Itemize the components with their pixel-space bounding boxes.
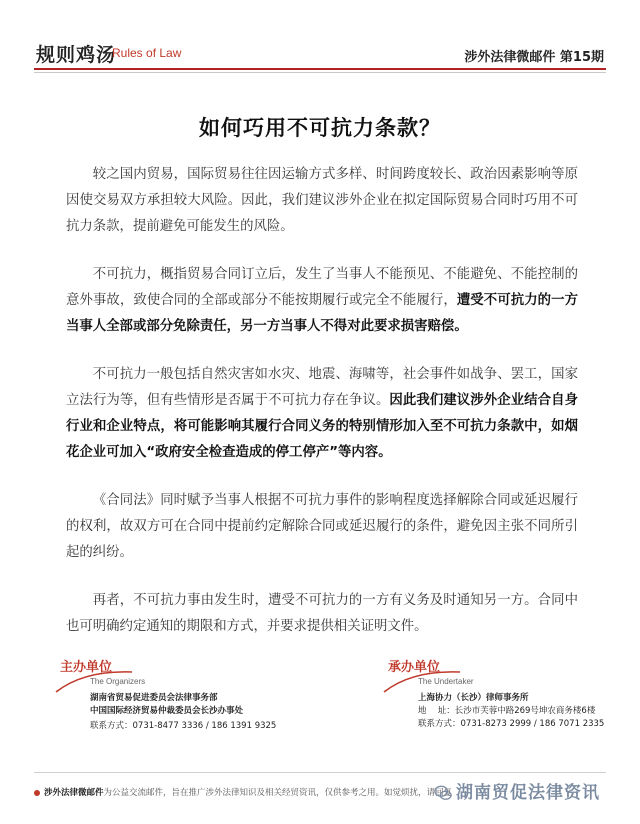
brand-subtitle: Rules of Law xyxy=(112,46,182,60)
undertaker-label: 承办单位 xyxy=(388,660,441,675)
paragraph-emphasis: 遭受不可抗力的一方当事人全部或部分免除责任，另一方当事人不得对此要求损害赔偿。 xyxy=(66,293,579,334)
issue-label: 涉外法律微邮件 第15期 xyxy=(464,50,604,65)
footer-text: 为公益交流邮件，旨在推广涉外法律知识及相关经贸资讯，仅供参考之用。如觉烦扰，请回复 xyxy=(103,788,453,798)
organizer-contact: 联系方式：0731-8477 3336 / 186 1391 9325 xyxy=(90,721,277,731)
footer-divider xyxy=(34,772,606,773)
organizer-name: 中国国际经济贸易仲裁委员会长沙办事处 xyxy=(90,706,244,716)
paragraph xyxy=(66,262,578,340)
paragraph: 再者，不可抗力事由发生时，遭受不可抗力的一方有义务及时通知另一方。合同中也可明确约定通知的期限和方式，并要求提供相关证明文件。 xyxy=(66,593,578,634)
header-divider xyxy=(34,68,606,70)
undertaker-address: 地 址：长沙市芙蓉中路269号坤农商务楼6楼 xyxy=(418,706,596,716)
bullet-icon xyxy=(34,790,40,796)
organizers-block xyxy=(60,656,276,733)
header-divider-thin xyxy=(34,72,606,73)
article-body xyxy=(66,162,578,662)
watermark xyxy=(434,778,600,803)
wechat-icon xyxy=(434,784,452,802)
footer-bold: 涉外法律微邮件 xyxy=(44,788,104,798)
paragraph-text: 不可抗力一般包括自然灾害如水灾、地震、海啸等，社会事件如战争、罢工，国家立法行为等，但有些情形是否属于不可抗力存在争议。 xyxy=(66,367,578,408)
undertaker-name: 上海协力（长沙）律师事务所 xyxy=(418,693,529,703)
organizers-label: 主办单位 xyxy=(60,660,113,675)
footer-note xyxy=(34,786,452,798)
paragraph: 《合同法》同时赋予当事人根据不可抗力事件的影响程度选择解除合同或延迟履行的权利，故双方可在合同中提前约定解除合同或延迟履行的条件，避免因主张不同所引起的纠纷。 xyxy=(66,493,578,560)
undertaker-label-en: The Undertaker xyxy=(418,677,474,686)
undertaker-block xyxy=(388,656,604,731)
paragraph xyxy=(66,362,578,466)
brand-title: 规则鸡汤 xyxy=(36,44,117,66)
organizer-name: 湖南省贸易促进委员会法律事务部 xyxy=(90,693,218,703)
paragraph: 较之国内贸易，国际贸易往往因运输方式多样、时间跨度较长、政治因素影响等原因使交易双方承担较大风险。因此，我们建议涉外企业在拟定国际贸易合同时巧用不可抗力条款，提前避免可能发生的风险。 xyxy=(66,167,578,234)
header xyxy=(0,0,640,76)
paragraph-emphasis: 因此我们建议涉外企业结合自身行业和企业特点，将可能影响其履行合同义务的特别情形加入至不可抗力条款中，如烟花企业可加入“政府安全检查造成的停工停产”等内容。 xyxy=(66,393,578,460)
undertaker-contact: 联系方式：0731-8273 2999 / 186 7071 2335 xyxy=(418,719,605,729)
paragraph-text: 不可抗力，概指贸易合同订立后，发生了当事人不能预见、不能避免、不能控制的意外事故，致使合同的全部或部分不能按期履行或完全不能履行， xyxy=(66,267,578,308)
watermark-text: 湖南贸促法律资讯 xyxy=(456,783,600,803)
organizers-label-en: The Organizers xyxy=(90,677,146,686)
article-title: 如何巧用不可抗力条款？ xyxy=(199,116,441,140)
